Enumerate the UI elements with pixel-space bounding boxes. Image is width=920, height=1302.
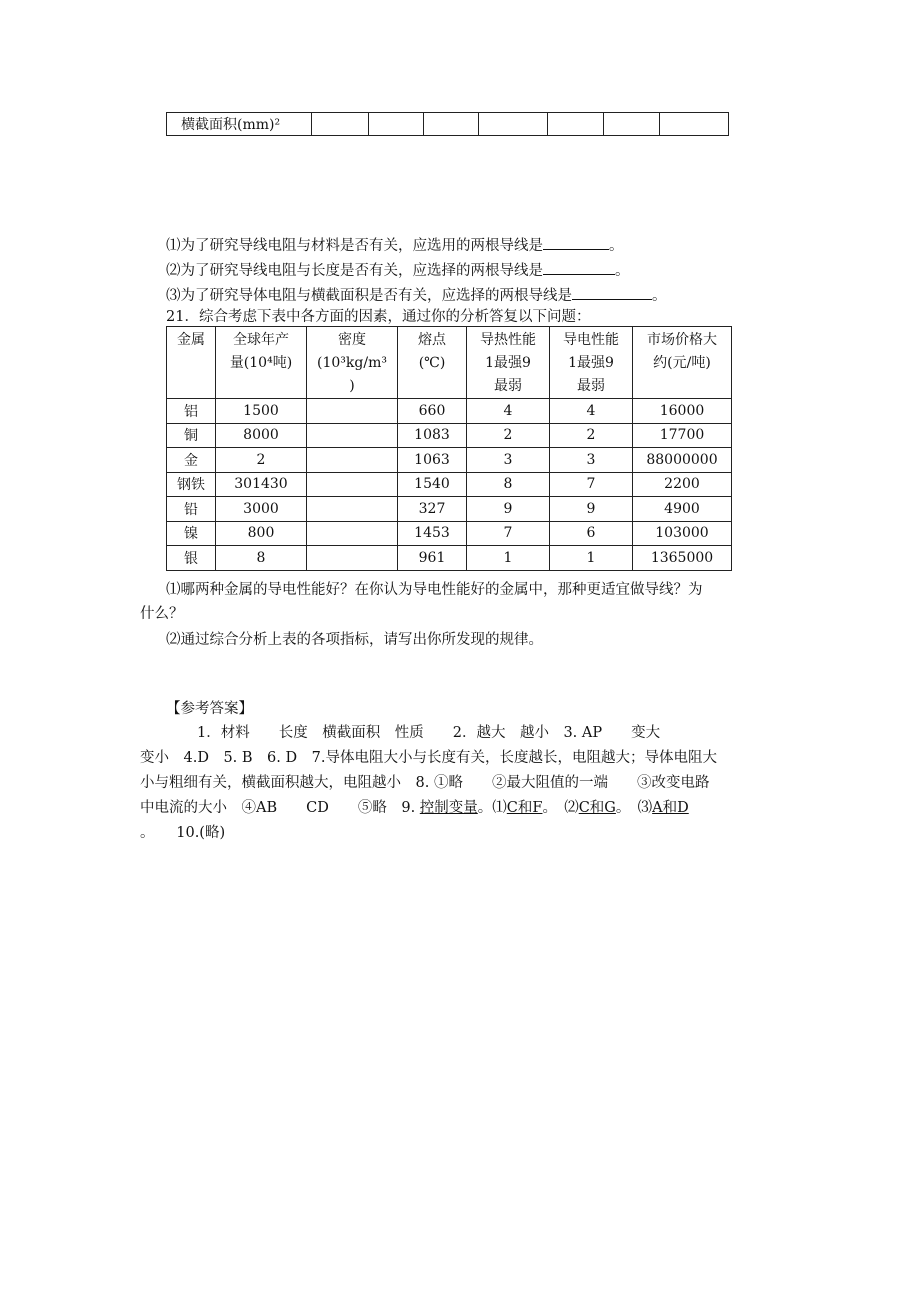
table-row <box>167 399 732 424</box>
table-cell: 6 <box>550 521 633 546</box>
table-row <box>167 521 732 546</box>
table-cell: 7 <box>467 521 550 546</box>
answers-line-5: 。 10.(略) <box>140 825 226 841</box>
question-21-1-line2: 什么？ <box>140 606 184 622</box>
table-row <box>167 497 732 522</box>
question-text: ⑴为了研究导线电阻与材料是否有关，应选用的两根导线是 <box>166 238 543 254</box>
table-cell: 1083 <box>398 423 467 448</box>
question-21-intro: 21．综合考虑下表中各方面的因素，通过你的分析答复以下问题： <box>166 309 591 325</box>
answers-heading: 【参考答案】 <box>166 701 253 717</box>
table-cell: 1500 <box>216 399 307 424</box>
table-cell: 16000 <box>633 399 732 424</box>
question-20-1 <box>166 233 624 258</box>
metals-table-body <box>167 399 732 571</box>
answer-text: 。 ⑵ <box>542 800 579 816</box>
table-cell <box>307 399 398 424</box>
cross-section-table <box>166 112 729 136</box>
header-density: 密度 (10³kg/m³ ) <box>307 327 398 399</box>
table-cell: 2 <box>467 423 550 448</box>
table-row <box>167 113 729 136</box>
question-end: 。 <box>609 238 624 254</box>
table-cell <box>548 113 604 136</box>
question-21-2: ⑵通过综合分析上表的各项指标，请写出你所发现的规律。 <box>166 632 543 648</box>
answer-text: 。 ⑶ <box>615 800 653 816</box>
header-metal: 金属 <box>167 327 216 399</box>
table-cell: 2200 <box>633 472 732 497</box>
table-cell <box>307 497 398 522</box>
table-cell: 103000 <box>633 521 732 546</box>
metal-name-cell: 金 <box>167 448 216 473</box>
metal-name-cell: 钢铁 <box>167 472 216 497</box>
table-cell: 1453 <box>398 521 467 546</box>
table-cell: 301430 <box>216 472 307 497</box>
table-cell: 1 <box>467 546 550 571</box>
question-end: 。 <box>652 288 667 304</box>
answers-line-1: 1．材料 长度 横截面积 性质 2．越大 越小 3. AP 变大 <box>197 725 661 741</box>
table-cell: 961 <box>398 546 467 571</box>
answer-underlined: 控制变量 <box>419 800 478 816</box>
question-end: 。 <box>615 263 630 279</box>
table-cell: 7 <box>550 472 633 497</box>
question-20-2 <box>166 258 630 283</box>
answer-underlined: C和F <box>506 800 543 816</box>
header-market-price: 市场价格大 约(元/吨) <box>633 327 732 399</box>
table-cell: 9 <box>550 497 633 522</box>
table-cell: 3 <box>550 448 633 473</box>
table-cell: 8000 <box>216 423 307 448</box>
answer-text: 。⑴ <box>477 800 507 816</box>
table-cell: 88000000 <box>633 448 732 473</box>
answer-blank <box>543 233 609 250</box>
answer-underlined: C和G <box>578 800 616 816</box>
table-cell: 8 <box>467 472 550 497</box>
header-thermal-conductivity: 导热性能 1最强9 最弱 <box>467 327 550 399</box>
row-label-cross-section: 横截面积(mm)² <box>167 113 312 136</box>
table-cell: 2 <box>550 423 633 448</box>
question-text: ⑵为了研究导线电阻与长度是否有关，应选择的两根导线是 <box>166 263 543 279</box>
table-cell: 9 <box>467 497 550 522</box>
metal-name-cell: 银 <box>167 546 216 571</box>
table-cell <box>307 448 398 473</box>
answer-underlined: A和D <box>652 800 689 816</box>
table-cell: 3 <box>467 448 550 473</box>
table-cell: 17700 <box>633 423 732 448</box>
table-cell: 4 <box>550 399 633 424</box>
metal-name-cell: 镍 <box>167 521 216 546</box>
table-cell: 1365000 <box>633 546 732 571</box>
table-cell: 3000 <box>216 497 307 522</box>
question-21-1-line1: ⑴哪两种金属的导电性能好？在你认为导电性能好的金属中，那种更适宜做导线？为 <box>166 582 703 598</box>
answers-line-3: 小与粗细有关，横截面积越大，电阻越小 8. ①略 ②最大阻值的一端 ③改变电路 <box>140 775 710 791</box>
answers-line-2: 变小 4.D 5. B 6. D 7.导体电阻大小与长度有关，长度越长，电阻越大；导体电阻大 <box>140 750 717 766</box>
header-production: 全球年产 量(10⁴吨) <box>216 327 307 399</box>
metal-name-cell: 铜 <box>167 423 216 448</box>
table-cell <box>307 546 398 571</box>
table-row <box>167 546 732 571</box>
table-cell: 1063 <box>398 448 467 473</box>
table-cell: 8 <box>216 546 307 571</box>
metal-name-cell: 铝 <box>167 399 216 424</box>
table-header-row <box>167 327 732 399</box>
header-melting-point: 熔点 (℃) <box>398 327 467 399</box>
answer-blank <box>572 283 652 300</box>
question-text: ⑶为了研究导体电阻与横截面积是否有关，应选择的两根导线是 <box>166 288 572 304</box>
table-row <box>167 472 732 497</box>
table-cell: 1540 <box>398 472 467 497</box>
table-row <box>167 448 732 473</box>
table-cell: 800 <box>216 521 307 546</box>
answer-blank <box>543 258 615 275</box>
table-cell <box>312 113 369 136</box>
table-cell <box>307 472 398 497</box>
table-cell: 327 <box>398 497 467 522</box>
table-cell: 660 <box>398 399 467 424</box>
answer-text: 中电流的大小 ④AB CD ⑤略 9. <box>140 800 416 816</box>
table-cell <box>604 113 660 136</box>
table-cell <box>307 521 398 546</box>
metal-name-cell: 铅 <box>167 497 216 522</box>
table-cell <box>660 113 729 136</box>
table-cell: 1 <box>550 546 633 571</box>
header-electrical-conductivity: 导电性能 1最强9 最弱 <box>550 327 633 399</box>
table-row <box>167 423 732 448</box>
table-cell: 4900 <box>633 497 732 522</box>
table-cell: 4 <box>467 399 550 424</box>
metals-table <box>166 326 732 571</box>
table-cell <box>307 423 398 448</box>
table-cell <box>479 113 548 136</box>
table-cell <box>369 113 424 136</box>
table-cell <box>424 113 479 136</box>
answers-line-4 <box>140 796 689 820</box>
table-cell: 2 <box>216 448 307 473</box>
